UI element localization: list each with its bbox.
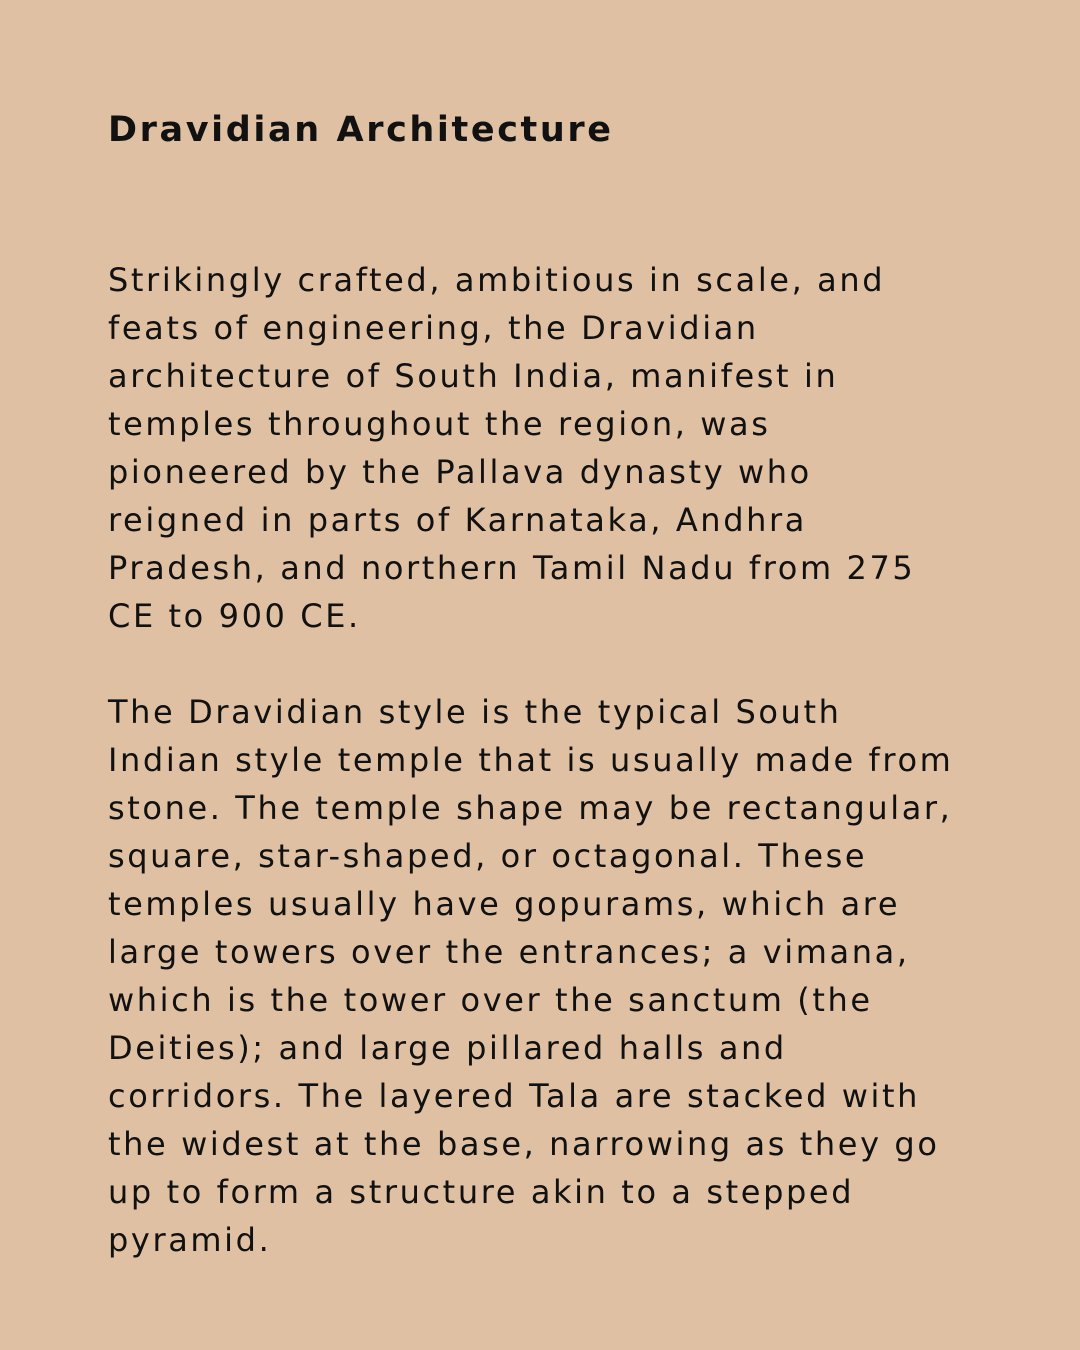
paragraph-history bbox=[108, 256, 972, 640]
text-line: corridors. The layered Tala are stacked with bbox=[108, 1077, 921, 1115]
document-body bbox=[108, 256, 972, 1264]
text-line: architecture of South India, manifest in bbox=[108, 357, 839, 395]
text-line: feats of engineering, the Dravidian bbox=[108, 309, 759, 347]
text-line: pyramid. bbox=[108, 1221, 272, 1259]
text-line: which is the tower over the sanctum (the bbox=[108, 981, 873, 1019]
text-line: Deities); and large pillared halls and bbox=[108, 1029, 787, 1067]
text-line: Pradesh, and northern Tamil Nadu from 275 bbox=[108, 549, 916, 587]
text-line: Strikingly crafted, ambitious in scale, and bbox=[108, 261, 886, 299]
text-line: square, star-shaped, or octagonal. These bbox=[108, 837, 868, 875]
text-line: temples throughout the region, was bbox=[108, 405, 771, 443]
text-line: the widest at the base, narrowing as they go bbox=[108, 1125, 940, 1163]
text-line: large towers over the entrances; a vimana, bbox=[108, 933, 910, 971]
text-line: The Dravidian style is the typical South bbox=[108, 693, 842, 731]
text-line: up to form a structure akin to a stepped bbox=[108, 1173, 855, 1211]
text-line: Indian style temple that is usually made from bbox=[108, 741, 954, 779]
text-line: reigned in parts of Karnataka, Andhra bbox=[108, 501, 807, 539]
paragraph-style bbox=[108, 688, 972, 1264]
document-title: Dravidian Architecture bbox=[108, 110, 614, 150]
text-line: temples usually have gopurams, which are bbox=[108, 885, 901, 923]
text-line: CE to 900 CE. bbox=[108, 597, 361, 635]
text-line: pioneered by the Pallava dynasty who bbox=[108, 453, 812, 491]
text-line: stone. The temple shape may be rectangular, bbox=[108, 789, 953, 827]
